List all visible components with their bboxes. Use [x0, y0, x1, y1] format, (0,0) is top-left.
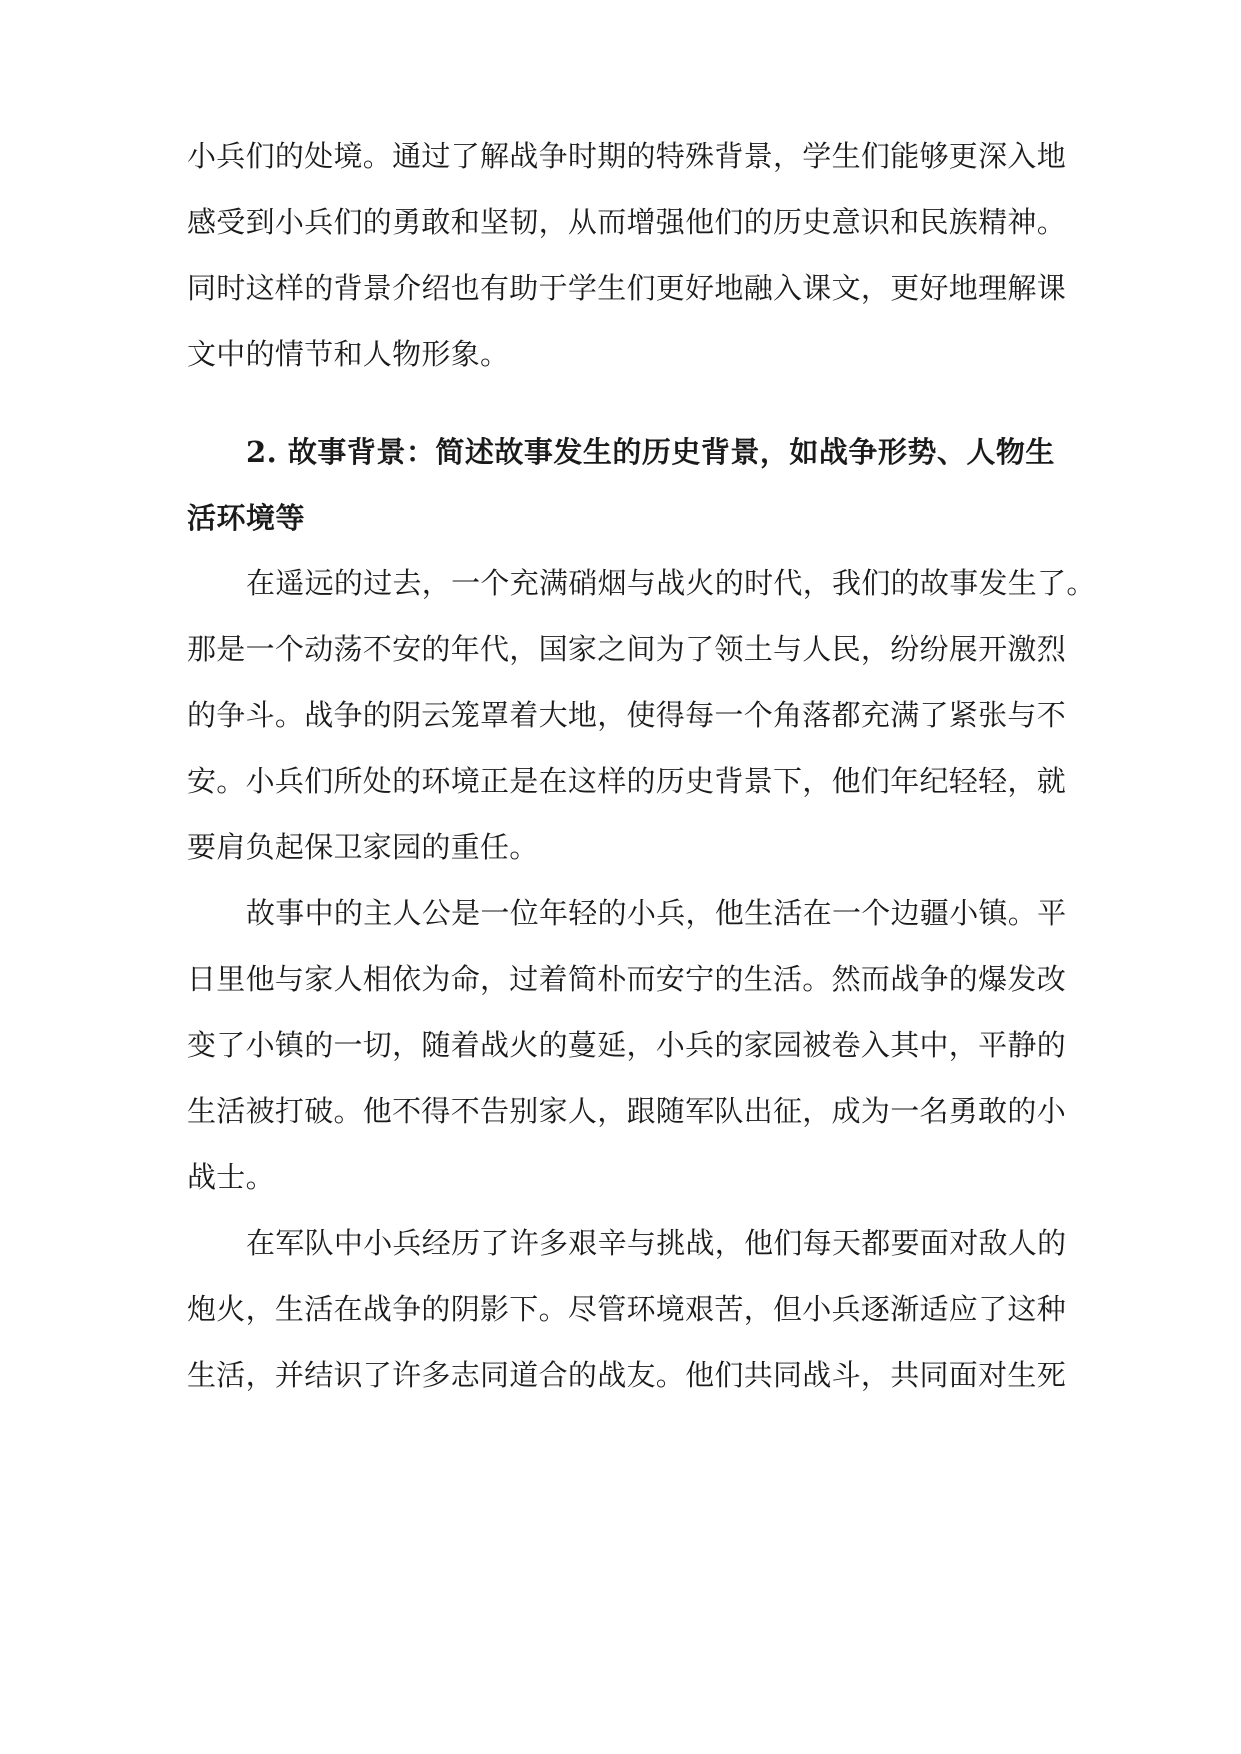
paragraph-2-line-2: 日里他与家人相依为命，过着简朴而安宁的生活。然而战争的爆发改: [187, 962, 1067, 996]
intro-line-2: 感受到小兵们的勇敢和坚韧，从而增强他们的历史意识和民族精神。: [187, 205, 1067, 239]
paragraph-2-line-3: 变了小镇的一切，随着战火的蔓延，小兵的家园被卷入其中，平静的: [187, 1028, 1067, 1062]
paragraph-2-line-4: 生活被打破。他不得不告别家人，跟随军队出征，成为一名勇敢的小: [187, 1094, 1067, 1128]
section-heading-line-2: 活环境等: [187, 501, 306, 535]
intro-line-1: 小兵们的处境。通过了解战争时期的特殊背景，学生们能够更深入地: [187, 139, 1067, 173]
paragraph-1-line-5: 要肩负起保卫家园的重任。: [187, 830, 539, 864]
intro-line-3: 同时这样的背景介绍也有助于学生们更好地融入课文，更好地理解课: [187, 271, 1067, 305]
paragraph-1-line-4: 安。小兵们所处的环境正是在这样的历史背景下，他们年纪轻轻，就: [187, 764, 1067, 798]
paragraph-3-line-2: 炮火，生活在战争的阴影下。尽管环境艰苦，但小兵逐渐适应了这种: [187, 1292, 1067, 1326]
section-heading-line-1: 2. 故事背景：简述故事发生的历史背景，如战争形势、人物生: [246, 435, 1055, 469]
paragraph-1-line-2: 那是一个动荡不安的年代，国家之间为了领土与人民，纷纷展开激烈: [187, 632, 1067, 666]
paragraph-1-line-3: 的争斗。战争的阴云笼罩着大地，使得每一个角落都充满了紧张与不: [187, 698, 1067, 732]
paragraph-2-line-5: 战士。: [187, 1160, 275, 1194]
intro-line-4: 文中的情节和人物形象。: [187, 337, 510, 371]
paragraph-3-line-1: 在军队中小兵经历了许多艰辛与挑战，他们每天都要面对敌人的: [246, 1226, 1067, 1260]
paragraph-1-line-1: 在遥远的过去，一个充满硝烟与战火的时代，我们的故事发生了。: [246, 566, 1096, 600]
paragraph-3-line-3: 生活，并结识了许多志同道合的战友。他们共同战斗，共同面对生死: [187, 1358, 1067, 1392]
paragraph-2-line-1: 故事中的主人公是一位年轻的小兵，他生活在一个边疆小镇。平: [246, 896, 1067, 930]
